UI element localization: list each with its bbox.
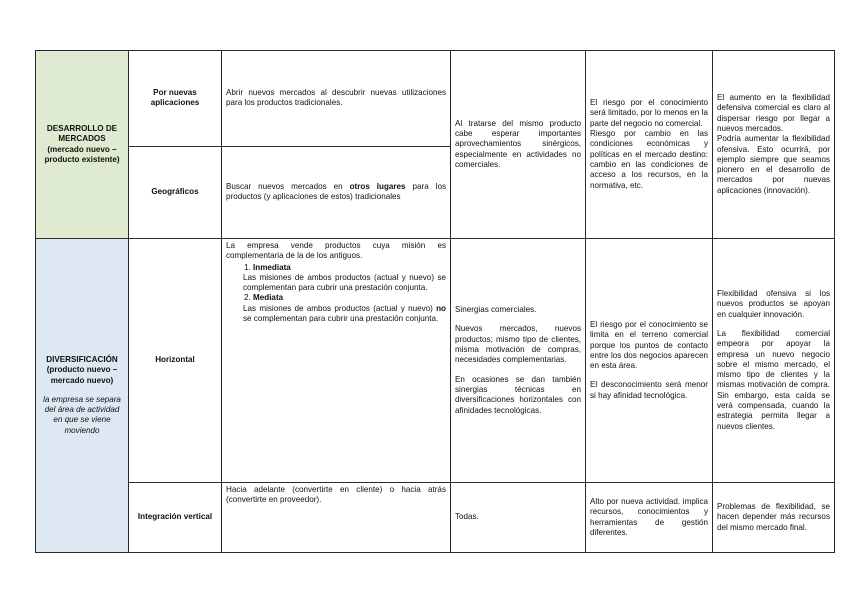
subtype-cell bbox=[129, 146, 222, 239]
phase-description-part: Las misiones de ambos productos (actual y nuevo) bbox=[243, 303, 437, 313]
subtype-label: Integración vertical bbox=[137, 512, 213, 522]
description-text-part: Buscar nuevos mercados en bbox=[226, 181, 350, 191]
synergy-text: Todas. bbox=[455, 512, 479, 522]
table-row bbox=[36, 51, 835, 147]
risk-text: El riesgo por el conocimiento se limita en el terreno comercial porque los puntos de contacto entre los dos negocios aparecen en esta área. bbox=[590, 319, 708, 371]
synergy-text: Nuevos mercados, nuevos productos; mismo tipo de clientes, misma motivación de compras, necesidades complementarias. bbox=[455, 324, 581, 365]
subtype-label: Por nuevas aplicaciones bbox=[150, 87, 200, 108]
category-cell-desarrollo bbox=[36, 51, 129, 239]
risk-cell bbox=[586, 483, 713, 553]
description-text-part: para los productos (y aplicaciones de estos) tradicionales bbox=[226, 181, 446, 202]
risk-text: El riesgo por el conocimiento será limitado, por lo menos en la parte del negocio no comercial. bbox=[590, 98, 708, 128]
synergy-text: Al tratarse del mismo producto cabe esperar importantes aprovechamientos sinérgicos, especialmente en actividades no comerciales. bbox=[455, 118, 581, 169]
subtype-cell bbox=[129, 239, 222, 483]
description-text: La empresa vende productos cuya misión es complementaria de la de los antiguos. bbox=[226, 241, 446, 261]
synergy-cell bbox=[451, 483, 586, 553]
description-cell bbox=[222, 483, 451, 553]
phase-item bbox=[243, 262, 446, 294]
strategy-table bbox=[35, 50, 835, 553]
flexibility-cell bbox=[713, 483, 835, 553]
category-cell-diversificacion bbox=[36, 239, 129, 553]
description-text: Abrir nuevos mercados al descubrir nuevas utilizaciones para los productos tradicionales. bbox=[226, 87, 446, 108]
synergy-cell bbox=[451, 51, 586, 239]
category-title: DESARROLLO DE MERCADOS bbox=[46, 123, 118, 144]
risk-cell bbox=[586, 239, 713, 483]
category-subtitle: (producto nuevo – mercado nuevo) bbox=[46, 365, 118, 385]
flexibility-cell bbox=[713, 51, 835, 239]
description-cell bbox=[222, 239, 451, 483]
phase-description-part: se complementan para cubrir una prestación conjunta. bbox=[243, 314, 439, 324]
risk-text: Riesgo por cambio en las condiciones económicas y políticas en el mercado destino: cambio en las condiciones de acceso a los recursos, en la normativa, etc. bbox=[590, 129, 708, 190]
risk-text: Alto por nueva actividad. implica recursos, conocimientos y herramientas de gestión diferentes. bbox=[590, 496, 708, 537]
subtype-cell bbox=[129, 51, 222, 147]
subtype-label: Geográficos bbox=[151, 187, 199, 197]
phase-title: Mediata bbox=[253, 293, 284, 303]
description-emphasis: otros lugares bbox=[349, 181, 406, 191]
description-text: Hacia adelante (convertirte en cliente) o hacia atrás (convertirte en proveedor). bbox=[226, 485, 446, 505]
flexibility-cell bbox=[713, 239, 835, 483]
phase-title: Inmediata bbox=[253, 262, 291, 272]
category-note: la empresa se separa del área de actividad en que se viene moviendo bbox=[43, 394, 121, 435]
flexibility-text: La flexibilidad comercial empeora por apoyar la empresa un nuevo negocio sobre el mismo mercado, el mismo tipo de clientes y la mismas motivación de compra. Sin embargo, esta caída se verá compensada, cuando la estrategia permita llegar a nuevos clientes. bbox=[717, 328, 830, 431]
risk-cell bbox=[586, 51, 713, 239]
flexibility-text: Problemas de flexibilidad, se hacen depender más recursos del mismo mercado final. bbox=[717, 502, 830, 532]
synergy-text: Sinergias comerciales. bbox=[455, 305, 537, 315]
risk-text: El desconocimiento será menor si hay afinidad tecnológica. bbox=[590, 380, 708, 400]
flexibility-text: El aumento en la flexibilidad defensiva comercial es claro al dispersar riesgo por llegar a nuevos mercados. bbox=[717, 93, 830, 133]
synergy-cell bbox=[451, 239, 586, 483]
phase-description bbox=[243, 304, 446, 325]
category-title: DIVERSIFICACIÓN bbox=[46, 354, 118, 364]
table-row bbox=[36, 483, 835, 553]
table-row bbox=[36, 239, 835, 483]
phase-item bbox=[243, 293, 446, 324]
flexibility-text: Flexibilidad ofensiva si los nuevos productos se apoyan en cualquier innovación. bbox=[717, 289, 830, 319]
description-cell bbox=[222, 51, 451, 147]
flexibility-text: Podría aumentar la flexibilidad ofensiva. Esto ocurrirá, por ejemplo siempre que seamos pionero en el desarrollo de mercados por nuevas aplicaciones (innovación). bbox=[717, 134, 830, 195]
category-subtitle: (mercado nuevo – producto existente) bbox=[44, 144, 120, 164]
description-text bbox=[226, 182, 446, 201]
subtype-label: Horizontal bbox=[155, 355, 195, 365]
synergy-text: En ocasiones se dan también sinergias técnicas en diversificaciones horizontales con afinidades tecnológicas. bbox=[455, 374, 581, 415]
phase-emphasis: no bbox=[436, 303, 446, 313]
description-cell bbox=[222, 146, 451, 239]
phase-description: Las misiones de ambos productos (actual y nuevo) se complementan para cubrir una prestación conjunta. bbox=[243, 272, 446, 293]
subtype-cell bbox=[129, 483, 222, 553]
phase-list bbox=[226, 263, 446, 325]
